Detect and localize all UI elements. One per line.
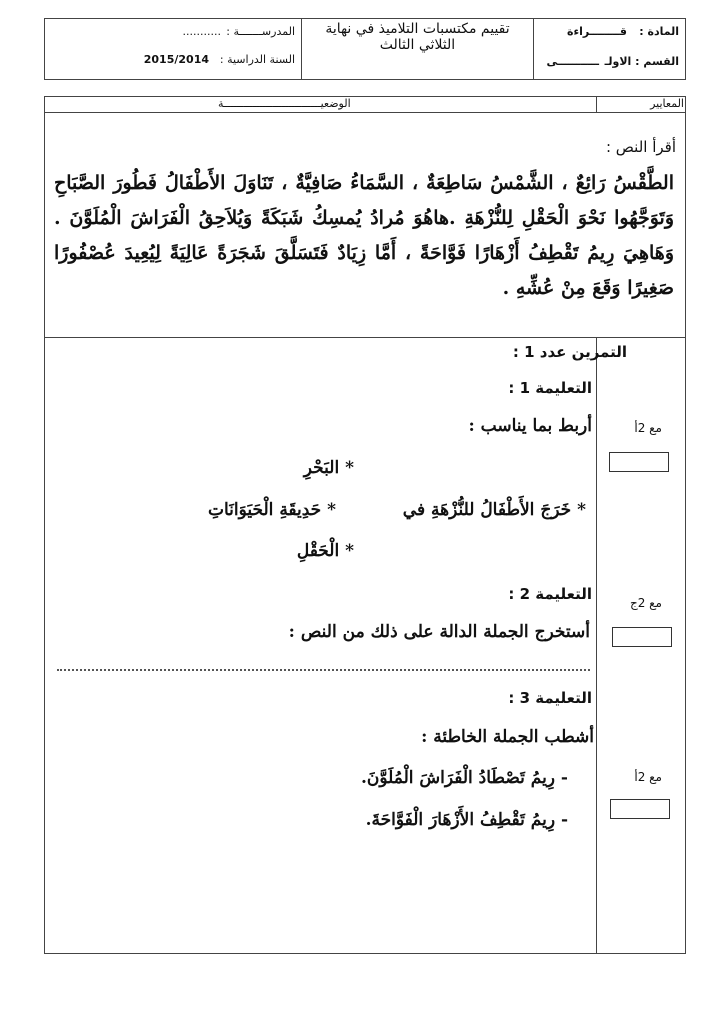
criterion-2-score-box[interactable] bbox=[612, 627, 672, 647]
criteria-divider-top bbox=[596, 96, 597, 112]
task2-label: التعليمة 2 : bbox=[508, 585, 592, 603]
task3-text: أشطب الجملة الخاطئة : bbox=[421, 727, 594, 747]
subject-value: قــــــــراءة bbox=[566, 25, 627, 38]
year-value: 2015/2014 bbox=[143, 53, 209, 66]
title-line2: الثلاثي الثالث bbox=[379, 37, 456, 53]
task1-label: التعليمة 1 : bbox=[508, 379, 592, 397]
criterion-2-label: مع 2ج bbox=[629, 596, 662, 610]
subject-label: المادة : bbox=[639, 25, 679, 38]
read-instruction: أقرأ النص : bbox=[605, 138, 676, 156]
exercise-title: التمرين عدد 1 : bbox=[512, 343, 627, 361]
criteria-divider bbox=[596, 337, 597, 954]
task1-text: أربط بما يناسب : bbox=[468, 416, 592, 436]
criterion-3-label: مع 2أ bbox=[634, 770, 662, 784]
task3-option-1[interactable]: - رِيمُ تَصْطَادُ الْفَرَاشَ الْمُلَوَّنَ. bbox=[360, 768, 568, 788]
title-cell bbox=[301, 19, 533, 79]
subject-cell bbox=[533, 19, 685, 79]
answer-dotted-line[interactable] bbox=[57, 669, 590, 671]
option-sea: * البَحْرِ bbox=[303, 458, 354, 478]
task3-label: التعليمة 3 : bbox=[508, 689, 592, 707]
school-cell bbox=[45, 19, 301, 79]
header-table bbox=[44, 18, 686, 80]
criterion-1-label: مع 2أ bbox=[634, 421, 662, 435]
task1-stem: * خَرَجَ الأَطْفَالُ للنُّزْهَةِ في bbox=[402, 500, 586, 520]
criteria-header: المعايير bbox=[650, 97, 684, 110]
school-label: المدرســـــــة : bbox=[226, 25, 295, 38]
task3-option-2[interactable]: - رِيمُ تَقْطِفُ الأَزْهَارَ الْفَوَّاحَةَ. bbox=[365, 810, 568, 830]
title-line1: تقييم مكتسبات التلاميذ في نهاية bbox=[325, 21, 510, 37]
criterion-1-score-box[interactable] bbox=[609, 452, 669, 472]
reading-separator bbox=[44, 337, 686, 338]
option-zoo: * حَدِيقَةِ الْحَيَوَانَاتِ bbox=[207, 500, 336, 520]
level-value: ـــــــــــى bbox=[546, 55, 599, 68]
year-label: السنة الدراسية : bbox=[219, 53, 295, 66]
situation-header: الوضعيــــــــــــــــــــــــــــــة bbox=[218, 97, 351, 110]
school-value: ........... bbox=[182, 25, 221, 38]
column-header-line bbox=[44, 112, 686, 113]
criterion-3-score-box[interactable] bbox=[610, 799, 670, 819]
option-field: * الْحَقْلِ bbox=[296, 541, 354, 561]
reading-text: الطَّقْسُ رَائِعٌ ، الشَّمْسُ سَاطِعَةٌ ، السَّمَاءُ صَافِيَّةٌ ، تَنَاوَلَ الأَطْفَالُ فَطُورَ الصَّبَاحِ وَتَوَجَّهُوا نَحْوَ الْحَقْلِ لِلنُّزْهَةِ .هاهُوَ مُرادُ يُمسِكُ شَبَكَةً وَيُلاَحِقُ الْفَرَاشَ الْمُلَوَّنَ . وَهَاهِيَ رِيمُ تَقْطِفُ أَزْهَارًا فَوَّاحَةً ، أَمَّا زِيَادٌ فَتَسَلَّقَ شَجَرَةً عَالِيَةً لِيُعِيدَ عُصْفُورًا صَغِيرًا وَقَعَ مِنْ عُشِّهِ . bbox=[54, 172, 674, 299]
task2-text: أستخرج الجملة الدالة على ذلك من النص : bbox=[288, 622, 590, 642]
level-label: القسم : الاولـ bbox=[604, 55, 679, 68]
